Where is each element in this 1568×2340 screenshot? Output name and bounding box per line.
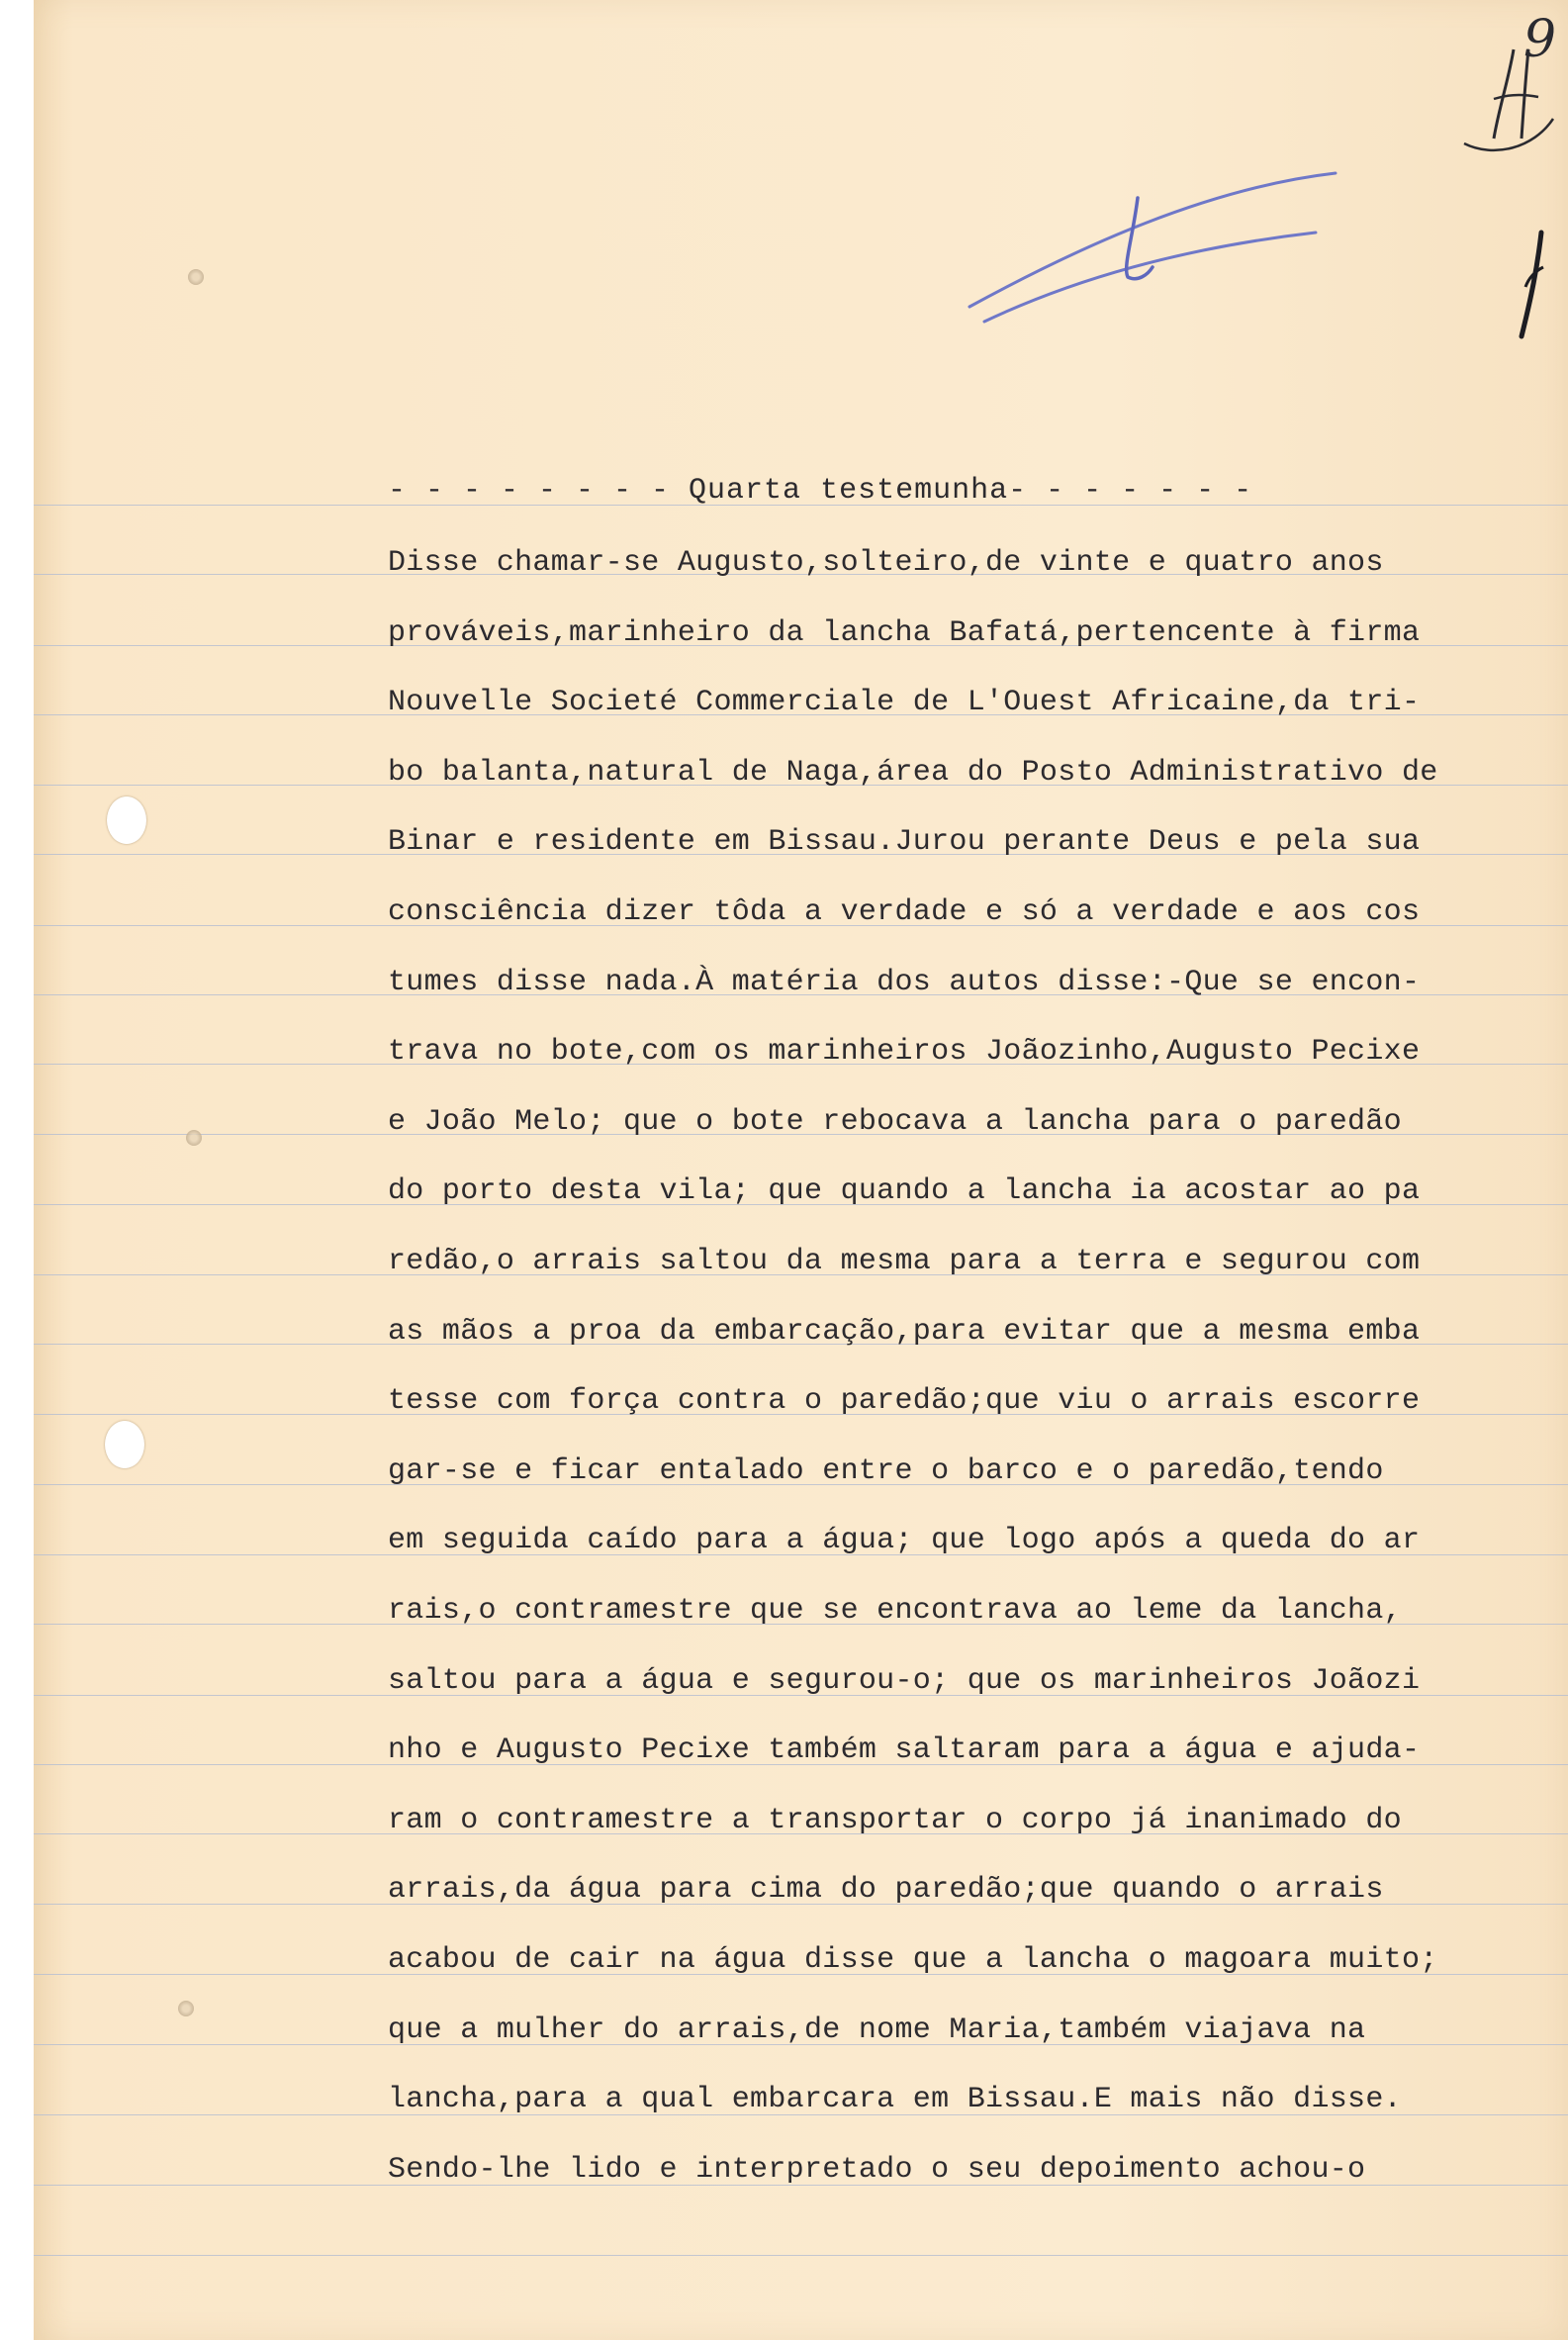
- text-line: tumes disse nada.À matéria dos autos disse:-Que se encon-: [388, 966, 1421, 999]
- margin-pen-mark: [1514, 228, 1553, 346]
- text-line: Nouvelle Societé Commerciale de L'Ouest Africaine,da tri-: [388, 686, 1421, 719]
- text-line: nho e Augusto Pecixe também saltaram para a água e ajuda-: [388, 1733, 1421, 1767]
- pin-mark: [178, 2001, 194, 2016]
- text-line: do porto desta vila; que quando a lancha ia acostar ao pa: [388, 1174, 1421, 1208]
- punch-hole-top: [107, 796, 146, 844]
- pin-mark: [186, 1130, 202, 1146]
- folio-mark: [1454, 10, 1563, 158]
- folio-flourish-icon: [1454, 10, 1563, 158]
- text-line: saltou para a água e segurou-o; que os marinheiros Joãozi: [388, 1664, 1421, 1698]
- ruled-line: [34, 2255, 1568, 2256]
- text-line: em seguida caído para a água; que logo após a queda do ar: [388, 1524, 1421, 1557]
- text-line: redão,o arrais saltou da mesma para a terra e segurou com: [388, 1245, 1421, 1278]
- initial-signature: [960, 158, 1355, 336]
- pin-mark: [188, 269, 204, 285]
- text-line: rais,o contramestre que se encontrava ao leme da lancha,: [388, 1594, 1402, 1628]
- text-line: arrais,da água para cima do paredão;que quando o arrais: [388, 1873, 1384, 1907]
- text-line: as mãos a proa da embarcação,para evitar que a mesma emba: [388, 1315, 1421, 1349]
- section-heading: - - - - - - - - Quarta testemunha- - - - - - -: [388, 474, 1253, 508]
- paper-sheet: [34, 0, 1568, 2340]
- text-line: tesse com força contra o paredão;que viu o arrais escorre: [388, 1384, 1421, 1418]
- page-number: 9: [1523, 10, 1557, 69]
- text-line: gar-se e ficar entalado entre o barco e o paredão,tendo: [388, 1454, 1384, 1488]
- text-line: ram o contramestre a transportar o corpo já inanimado do: [388, 1804, 1402, 1837]
- text-line: Binar e residente em Bissau.Jurou perante Deus e pela sua: [388, 825, 1421, 859]
- text-line: Disse chamar-se Augusto,solteiro,de vinte e quatro anos: [388, 546, 1384, 580]
- text-line: e João Melo; que o bote rebocava a lancha para o paredão: [388, 1105, 1402, 1139]
- text-line: bo balanta,natural de Naga,área do Posto Administrativo de: [388, 756, 1438, 790]
- text-line: Sendo-lhe lido e interpretado o seu depoimento achou-o: [388, 2153, 1366, 2187]
- text-line: acabou de cair na água disse que a lancha o magoara muito;: [388, 1943, 1438, 1977]
- text-line: que a mulher do arrais,de nome Maria,também viajava na: [388, 2013, 1366, 2047]
- text-line: consciência dizer tôda a verdade e só a verdade e aos cos: [388, 895, 1421, 929]
- text-line: prováveis,marinheiro da lancha Bafatá,pertencente à firma: [388, 616, 1421, 650]
- text-line: lancha,para a qual embarcara em Bissau.E mais não disse.: [388, 2083, 1402, 2116]
- text-line: trava no bote,com os marinheiros Joãozinho,Augusto Pecixe: [388, 1035, 1421, 1069]
- punch-hole-bottom: [105, 1421, 144, 1468]
